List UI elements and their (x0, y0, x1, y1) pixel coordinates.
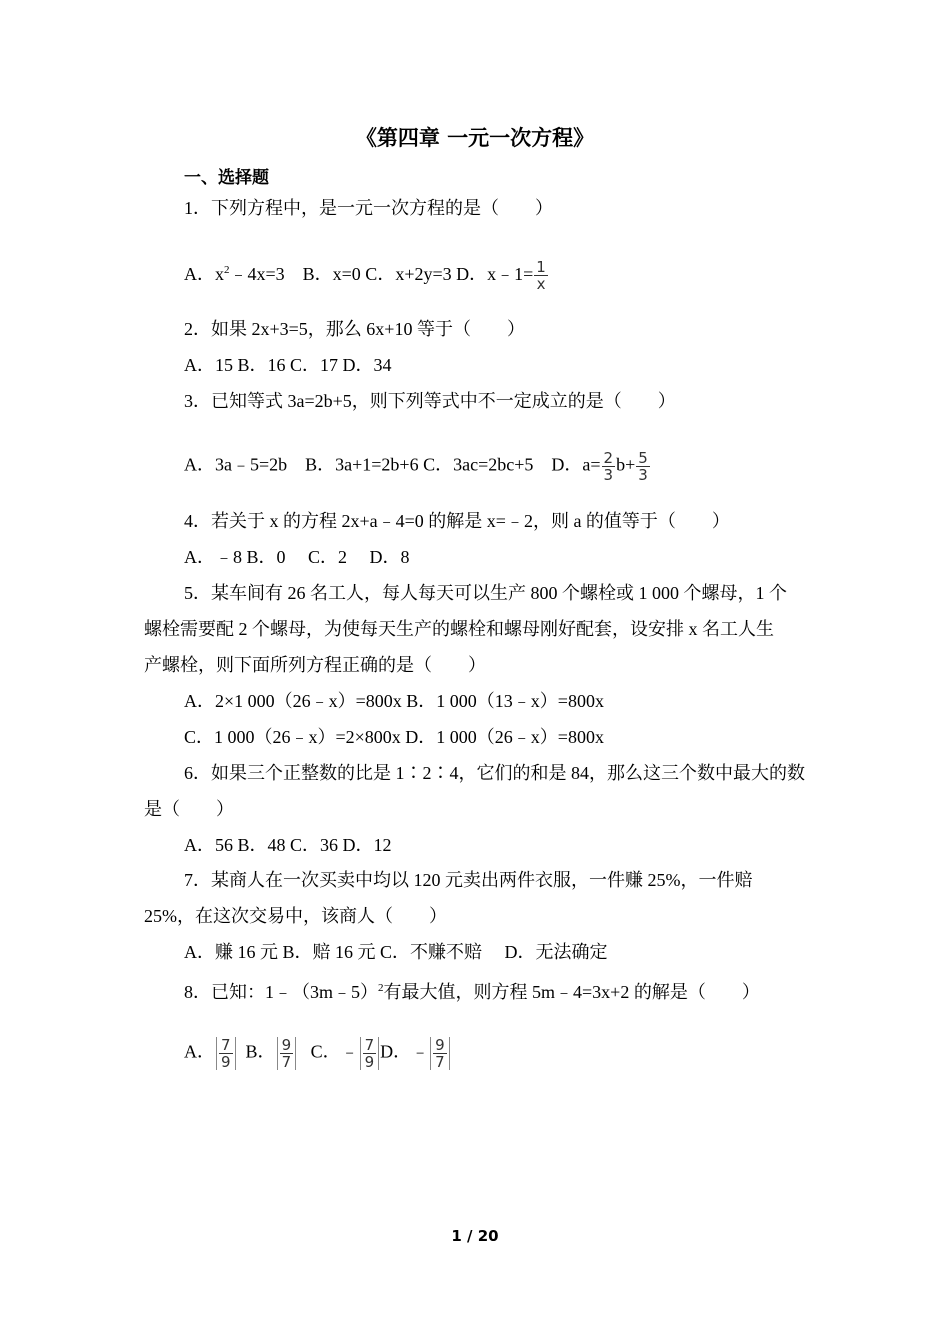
q1-option-a-prefix: A．x (184, 264, 224, 284)
question-7-line-1: 7．某商人在一次买卖中均以 120 元卖出两件衣服，一件赚 25%，一件赔 (184, 870, 753, 890)
question-5-line-2: 螺栓需要配 2 个螺母，为使每天生产的螺栓和螺母刚好配套，设安排 x 名工人生 (144, 619, 774, 639)
question-5-options-2: C．1 000（26﹣x）=2×800x D．1 000（26﹣x）=800x (184, 727, 604, 747)
q3-f2-denominator: 3 (638, 466, 648, 484)
question-7-line-2: 25%，在这次交易中，该商人（ ） (144, 906, 447, 926)
q8-c-denominator: 9 (364, 1053, 375, 1071)
q3-fraction-2 (636, 450, 650, 483)
question-4-options: A．﹣8 B．0 C．2 D．8 (184, 547, 410, 567)
q1-d-denominator: x (536, 275, 546, 294)
q8-d-denominator: 7 (435, 1053, 445, 1071)
question-1-stem: 1．下列方程中，是一元一次方程的是（ ） (184, 198, 553, 218)
q3-fraction-1 (602, 450, 616, 483)
q8-c-numerator: 7 (364, 1036, 375, 1054)
q3-f1-denominator: 3 (603, 466, 614, 484)
q8-d-numerator: 9 (435, 1036, 445, 1054)
q8-b-denominator: 7 (281, 1053, 292, 1071)
q8-option-c-label: C．﹣ (310, 1041, 359, 1062)
q1-options-text: ﹣4x=3 B．x=0 C．x+2y=3 D．x﹣1= (229, 264, 534, 284)
question-4-stem: 4．若关于 x 的方程 2x+a﹣4=0 的解是 x=﹣2，则 a 的值等于（ ） (184, 511, 730, 531)
question-1-options (184, 258, 549, 292)
page-title: 《第四章 一元一次方程》 (355, 126, 595, 150)
q8-option-b-fraction (277, 1037, 297, 1070)
question-6-line-2: 是（ ） (144, 799, 234, 819)
question-6-options: A．56 B．48 C．36 D．12 (184, 835, 392, 855)
section-heading: 一、选择题 (184, 168, 269, 188)
q3-mid-text: b+ (616, 454, 636, 475)
q8-option-d-label: D．﹣ (380, 1041, 430, 1062)
q1-superscript: 2 (224, 264, 230, 276)
question-8-stem (184, 976, 760, 1004)
q8-superscript: 2 (378, 982, 384, 994)
question-5-options-1: A．2×1 000（26﹣x）=800x B．1 000（13﹣x）=800x (184, 691, 604, 711)
q8-stem-prefix: 8．已知：1﹣（3m﹣5） (184, 982, 379, 1002)
q8-stem-suffix: 有最大值，则方程 5m﹣4=3x+2 的解是（ ） (383, 982, 760, 1002)
q8-a-denominator: 9 (221, 1053, 231, 1071)
q3-options-text: A．3a﹣5=2b B．3a+1=2b+6 C．3ac=2bc+5 D．a= (184, 454, 601, 475)
question-5-line-1: 5．某车间有 26 名工人，每人每天可以生产 800 个螺栓或 1 000 个螺母，1 个 (184, 583, 787, 603)
page-number: 1 / 20 (451, 1227, 499, 1245)
question-2-options: A．15 B．16 C．17 D．34 (184, 355, 392, 375)
question-2-stem: 2．如果 2x+3=5，那么 6x+10 等于（ ） (184, 319, 525, 339)
question-6-line-1: 6．如果三个正整数的比是 1∶2∶4，它们的和是 84，那么这三个数中最大的数 (184, 763, 805, 783)
question-7-options: A．赚 16 元 B．赔 16 元 C．不赚不赔 D．无法确定 (184, 942, 608, 962)
q8-option-b-label: B． (245, 1041, 276, 1062)
q8-option-c-fraction (360, 1037, 380, 1070)
question-3-stem: 3．已知等式 3a=2b+5，则下列等式中不一定成立的是（ ） (184, 391, 676, 411)
q1-d-fraction (534, 259, 548, 292)
question-3-options (184, 450, 651, 483)
question-8-options (184, 1037, 451, 1070)
q1-d-numerator: 1 (536, 258, 546, 277)
q3-f2-numerator: 5 (638, 449, 648, 467)
question-5-line-3: 产螺栓，则下面所列方程正确的是（ ） (144, 655, 486, 675)
q3-f1-numerator: 2 (603, 449, 614, 467)
q8-b-numerator: 9 (281, 1036, 292, 1054)
q8-option-a-fraction (216, 1037, 236, 1070)
q8-option-d-fraction (430, 1037, 450, 1070)
q8-option-a-label: A． (184, 1041, 215, 1062)
q8-a-numerator: 7 (221, 1036, 231, 1054)
